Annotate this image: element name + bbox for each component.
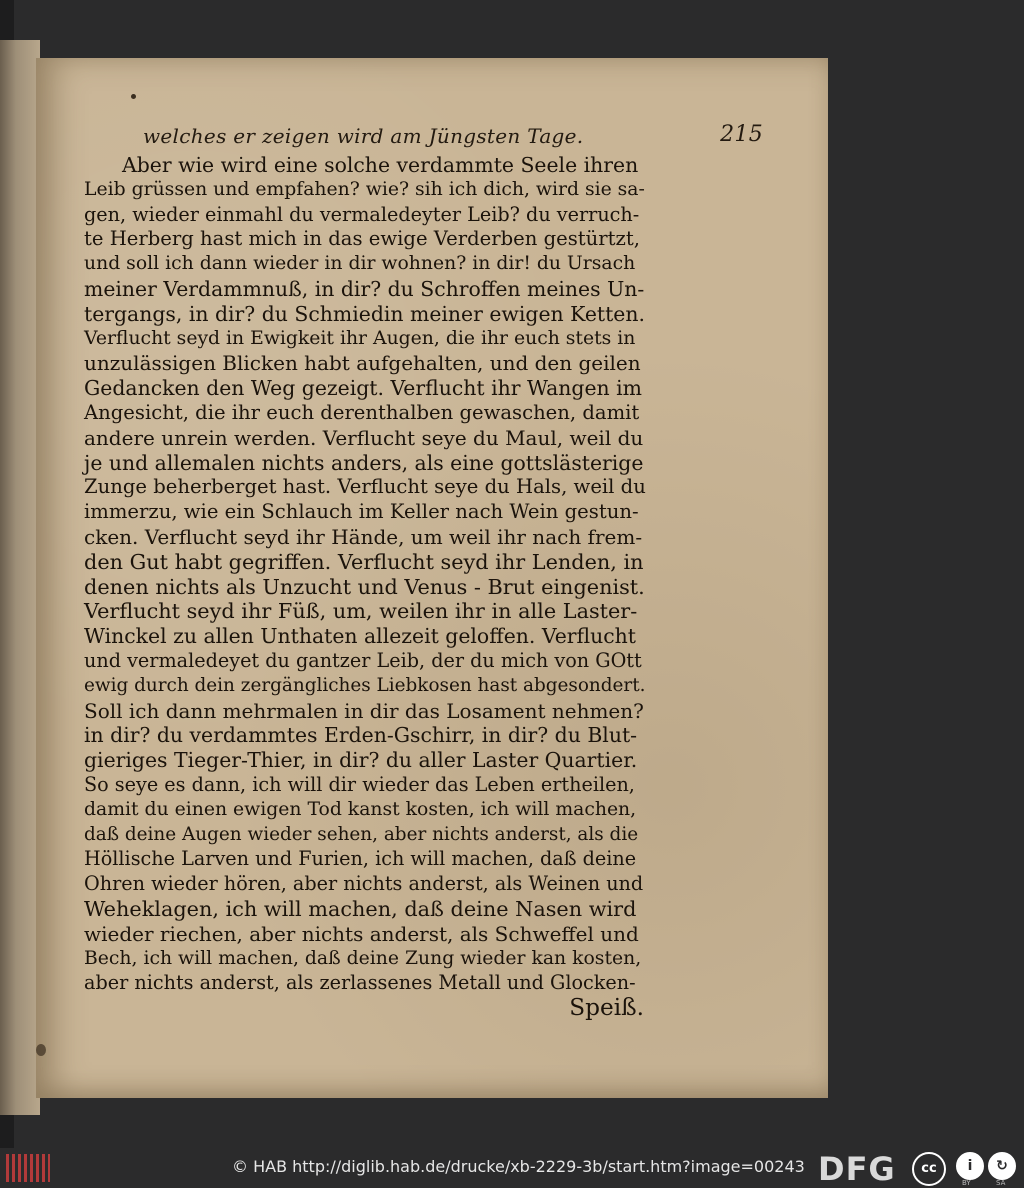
copyright-credit[interactable]: © HAB http://diglib.hab.de/drucke/xb-2229-3b/start.htm?image=00243 [232,1157,805,1176]
dfg-logo: DFG [818,1150,896,1188]
text-line: tergangs, in dir? du Schmiedin meiner ewigen Ketten. [84,301,645,326]
text-line: in dir? du verdammtes Erden-Gschirr, in dir? du Blut- [84,723,638,748]
text-line: Verflucht seyd in Ewigkeit ihr Augen, die ihr euch stets in [84,327,636,349]
text-line: unzulässigen Blicken habt aufgehalten, und den geilen [84,351,641,376]
text-line: Ohren wieder hören, aber nichts anderst, als Weinen und [84,872,644,896]
text-line: je und allemalen nichts anders, als eine gottslästerige [84,450,644,475]
text-line: den Gut habt gegriffen. Verflucht seyd ihr Lenden, in [84,549,644,574]
sa-icon: ↻ [988,1152,1016,1180]
text-line: Verflucht seyd ihr Füß, um, weilen ihr in alle Laster- [84,599,638,624]
cc-icon: cc [912,1152,946,1186]
text-line: meiner Verdammnuß, in dir? du Schroffen meines Un- [84,276,645,301]
text-line: ewig durch dein zergängliches Liebkosen hast abgesondert. [84,674,646,696]
text-line: Aber wie wird eine solche verdammte Seele ihren [122,153,639,177]
book-page [36,58,828,1098]
text-line: und soll ich dann wieder in dir wohnen? in dir! du Ursach [84,253,636,275]
text-line: gieriges Tieger-Thier, in dir? du aller Laster Quartier. [84,748,638,773]
catchword: Speiß. [569,994,644,1022]
text-line: und vermaledeyet du gantzer Leib, der du mich von GOtt [84,648,642,672]
text-line: Soll ich dann mehrmalen in dir das Losament nehmen? [84,698,644,723]
text-line: damit du einen ewigen Tod kanst kosten, ich will machen, [84,798,637,820]
by-icon: i [956,1152,984,1180]
adjacent-page-edge [0,40,40,1115]
text-line: Höllische Larven und Furien, ich will machen, daß deine [84,847,637,871]
text-line: wieder riechen, aber nichts anderst, als Schweffel und [84,921,639,946]
text-line: Zunge beherberget hast. Verflucht seye du Hals, weil du [84,475,646,499]
text-line: Gedancken den Weg gezeigt. Verflucht ihr Wangen im [84,376,643,401]
text-line: immerzu, wie ein Schlauch im Keller nach Wein gestun- [84,500,639,524]
text-line: andere unrein werden. Verflucht seye du Maul, weil du [84,425,644,450]
text-line: Weheklagen, ich will machen, daß deine Nasen wird [84,896,637,921]
text-line: denen nichts als Unzucht und Venus - Brut eingenist. [84,574,645,599]
page-stain [36,1044,46,1056]
text-line: Angesicht, die ihr euch derenthalben gewaschen, damit [84,400,640,424]
text-line: gen, wieder einmahl du vermaledeyter Leib? du verruch- [84,202,640,226]
text-line: Bech, ich will machen, daß deine Zung wieder kan kosten, [84,947,642,969]
sa-label: SA [996,1179,1006,1187]
page-number: 215 [720,122,763,147]
text-line: So seye es dann, ich will dir wieder das Leben ertheilen, [84,772,635,796]
body-text [84,153,644,1021]
by-label: BY [962,1179,971,1187]
creative-commons-badge[interactable] [912,1152,1020,1187]
running-header [143,118,763,154]
running-title: welches er zeigen wird am Jüngsten Tage. [143,124,584,148]
text-line: daß deine Augen wieder sehen, aber nichts anderst, als die [84,823,639,845]
text-line: te Herberg hast mich in das ewige Verderben gestürtzt, [84,227,640,251]
ink-spot [131,94,136,99]
viewer-footer [0,1148,1024,1187]
text-line: Leib grüssen und empfahen? wie? sih ich dich, wird sie sa- [84,178,645,200]
text-line: Winckel zu allen Unthaten allezeit geloffen. Verflucht [84,624,636,649]
text-line: aber nichts anderst, als zerlassenes Metall und Glocken- [84,971,636,995]
text-line: cken. Verflucht seyd ihr Hände, um weil ihr nach frem- [84,524,643,549]
barcode-icon [6,1154,50,1182]
